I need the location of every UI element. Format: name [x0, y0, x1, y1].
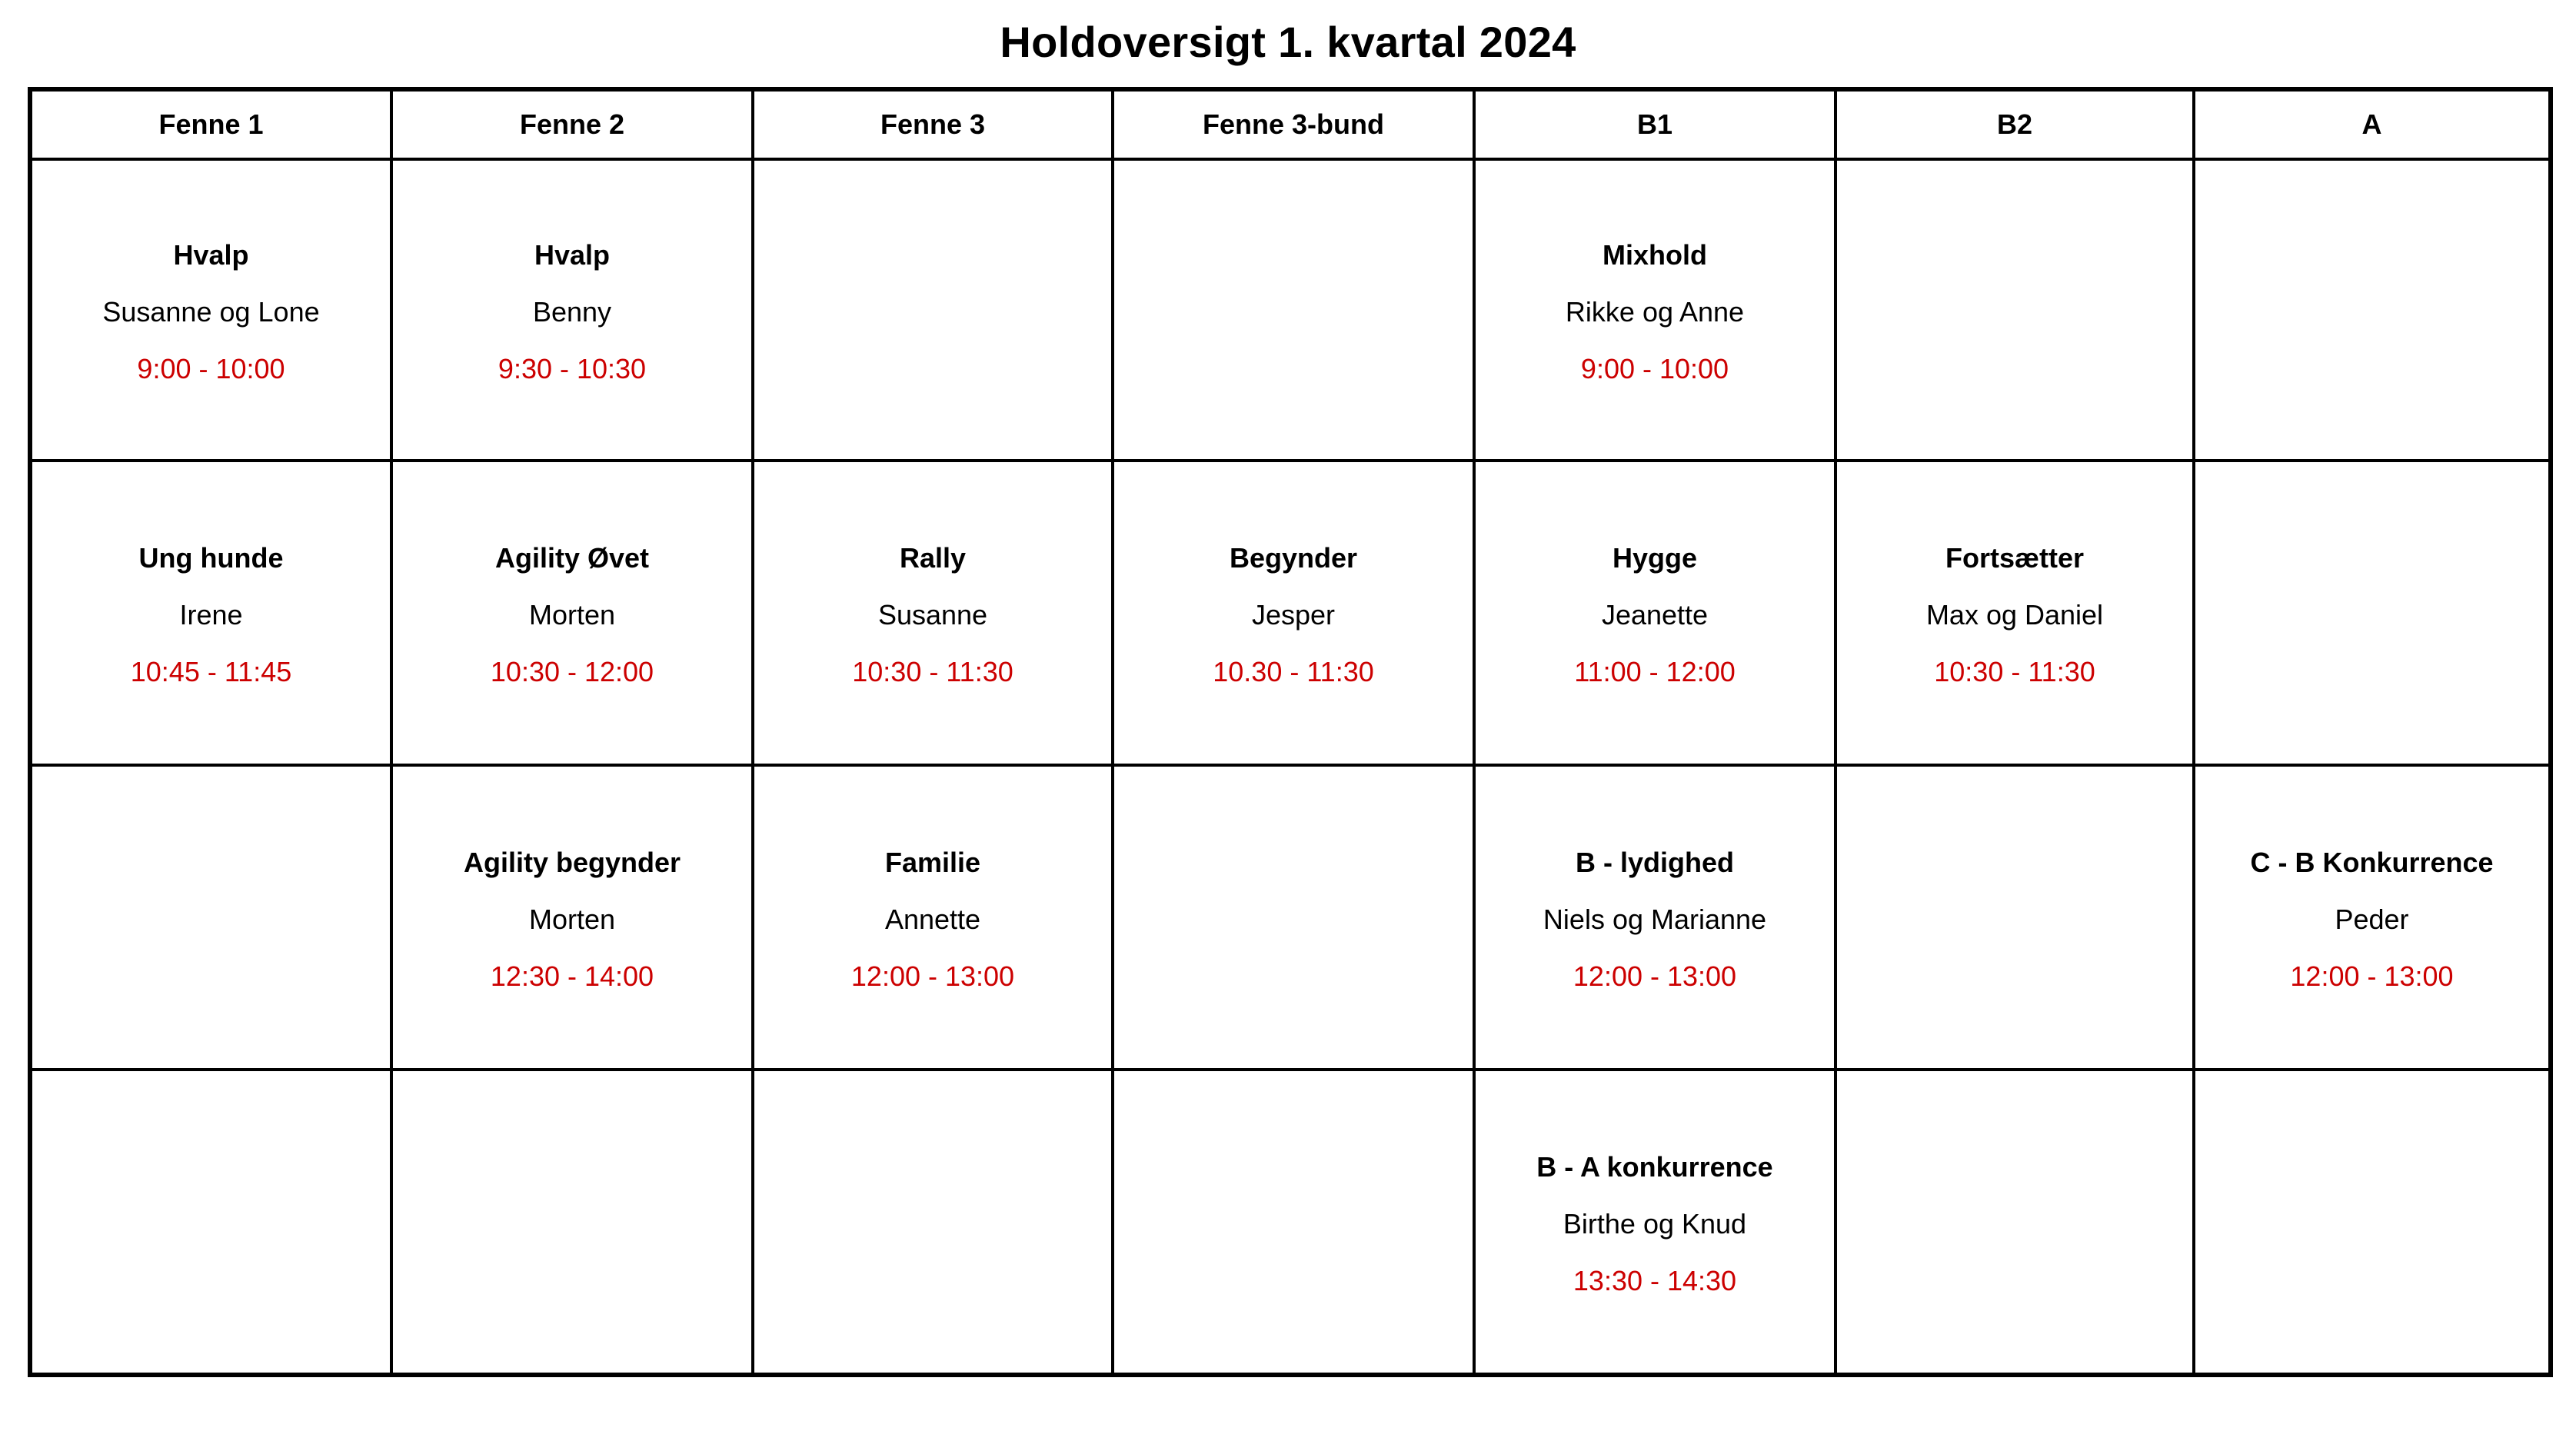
- class-instructor: Jesper: [1251, 599, 1336, 631]
- schedule-cell: [391, 461, 753, 765]
- class-time: 9:30 - 10:30: [498, 353, 647, 384]
- schedule-cell-empty: [1113, 1070, 1474, 1375]
- schedule-cell-empty: [2194, 1070, 2551, 1375]
- schedule-cell-empty: [2194, 159, 2551, 461]
- schedule-cell-empty: [2194, 461, 2551, 765]
- class-title: Agility Øvet: [494, 542, 650, 574]
- schedule-cell: [2194, 765, 2551, 1070]
- class-title: Fortsætter: [1945, 542, 2085, 574]
- class-instructor: Jeanette: [1601, 599, 1709, 631]
- class-instructor: Peder: [2335, 904, 2409, 935]
- class-time: 10.30 - 11:30: [1213, 656, 1374, 687]
- class-instructor: Benny: [532, 296, 612, 328]
- class-title: Familie: [884, 847, 981, 878]
- table-row: [30, 1070, 2551, 1375]
- class-title: Agility begynder: [463, 847, 681, 878]
- schedule-cell: [1474, 1070, 1835, 1375]
- class-instructor: Niels og Marianne: [1543, 904, 1767, 935]
- schedule-container: [0, 87, 2576, 1377]
- class-title: Hvalp: [534, 239, 611, 271]
- class-time: 10:45 - 11:45: [130, 656, 292, 687]
- class-instructor: Susanne: [877, 599, 988, 631]
- class-time: 10:30 - 11:30: [1934, 656, 2095, 687]
- document-page: [0, 17, 2576, 1451]
- column-header-fenne-3: Fenne 3: [753, 89, 1113, 159]
- column-header-b2: B2: [1835, 89, 2194, 159]
- class-title: Mixhold: [1603, 239, 1707, 271]
- class-time: 12:00 - 13:00: [850, 960, 1015, 992]
- schedule-cell: [753, 765, 1113, 1070]
- column-header-a: A: [2194, 89, 2551, 159]
- schedule-cell-empty: [1113, 159, 1474, 461]
- class-title: Begynder: [1229, 542, 1358, 574]
- class-title: Hvalp: [173, 239, 249, 271]
- class-instructor: Annette: [884, 904, 981, 935]
- class-time: 12:00 - 13:00: [1573, 960, 1737, 992]
- class-instructor: Birthe og Knud: [1563, 1208, 1747, 1240]
- column-header-b1: B1: [1474, 89, 1835, 159]
- class-instructor: Morten: [528, 599, 616, 631]
- schedule-cell-empty: [30, 1070, 391, 1375]
- class-time: 10:30 - 12:00: [490, 656, 654, 687]
- schedule-cell: [753, 461, 1113, 765]
- schedule-cell: [1113, 461, 1474, 765]
- schedule-cell-empty: [1835, 159, 2194, 461]
- class-instructor: Morten: [528, 904, 616, 935]
- class-title: C - B Konkurrence: [2250, 847, 2494, 878]
- class-time: 13:30 - 14:30: [1573, 1265, 1737, 1296]
- class-title: Rally: [899, 542, 967, 574]
- schedule-cell: [30, 461, 391, 765]
- class-time: 9:00 - 10:00: [1580, 353, 1729, 384]
- schedule-cell: [1835, 461, 2194, 765]
- class-time: 12:00 - 13:00: [2290, 960, 2454, 992]
- schedule-cell-empty: [753, 1070, 1113, 1375]
- column-header-fenne-2: Fenne 2: [391, 89, 753, 159]
- table-body: [30, 159, 2551, 1375]
- schedule-cell: [1474, 765, 1835, 1070]
- class-time: 10:30 - 11:30: [852, 656, 1013, 687]
- schedule-cell-empty: [1835, 765, 2194, 1070]
- schedule-cell-empty: [753, 159, 1113, 461]
- schedule-cell: [391, 159, 753, 461]
- schedule-cell-empty: [391, 1070, 753, 1375]
- class-title: B - lydighed: [1576, 847, 1734, 878]
- schedule-cell-empty: [1113, 765, 1474, 1070]
- page-title: Holdoversigt 1. kvartal 2024: [1000, 18, 1576, 66]
- schedule-cell: [30, 159, 391, 461]
- schedule-cell: [1474, 159, 1835, 461]
- class-time: 9:00 - 10:00: [137, 353, 285, 384]
- class-title: B - A konkurrence: [1536, 1151, 1773, 1183]
- table-row: [30, 765, 2551, 1070]
- class-instructor: Max og Daniel: [1925, 599, 2104, 631]
- column-header-fenne-3-bund: Fenne 3-bund: [1113, 89, 1474, 159]
- schedule-table: [28, 87, 2553, 1377]
- schedule-cell-empty: [1835, 1070, 2194, 1375]
- class-time: 12:30 - 14:00: [490, 960, 654, 992]
- header-row: [30, 89, 2551, 159]
- class-instructor: Irene: [179, 599, 243, 631]
- class-time: 11:00 - 12:00: [1574, 656, 1736, 687]
- table-row: [30, 461, 2551, 765]
- class-title: Ung hunde: [138, 542, 284, 574]
- class-instructor: Rikke og Anne: [1565, 296, 1745, 328]
- table-header: [30, 89, 2551, 159]
- table-row: [30, 159, 2551, 461]
- class-instructor: Susanne og Lone: [102, 296, 320, 328]
- class-title: Hygge: [1612, 542, 1698, 574]
- schedule-cell: [391, 765, 753, 1070]
- column-header-fenne-1: Fenne 1: [30, 89, 391, 159]
- schedule-cell: [1474, 461, 1835, 765]
- schedule-cell-empty: [30, 765, 391, 1070]
